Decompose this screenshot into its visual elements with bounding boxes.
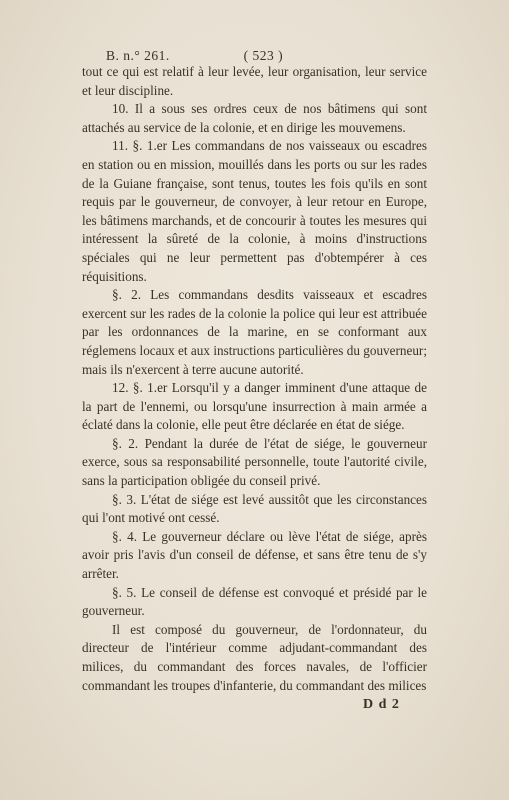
body-text xyxy=(82,63,427,695)
page-header xyxy=(106,48,283,64)
page-number: ( 523 ) xyxy=(243,48,284,63)
article-11-section-1: 11. §. 1.er Les commandans de nos vaisseaux ou escadres en station ou en mission, mouillés dans les ports ou sur les rades de la Guiane française, sont tenus, toutes les fois qu'ils en sont requis par le gouverneur, de convoyer, à leur retour en Europe, les bâtimens marchands, et de concourir à toutes les mesures qui intéressent la sûreté de la colonie, à moins d'instructions spéciales qui ne leur permettent pas d'obtempérer à ces réquisitions. xyxy=(82,138,427,284)
article-11-section-2: §. 2. Les commandans desdits vaisseaux et escadres exercent sur les rades de la colonie la police qui leur est attribuée par les ordonnances de la marine, en se conformant aux réglemens locaux et aux instructions particulières du gouverneur; mais ils n'exercent à terre aucune autorité. xyxy=(82,287,427,377)
signature-mark: D d 2 xyxy=(363,697,400,712)
article-12-section-5: §. 5. Le conseil de défense est convoqué et présidé par le gouverneur. xyxy=(82,584,427,619)
article-12-section-1: 12. §. 1.er Lorsqu'il y a danger imminent d'une attaque de la part de l'ennemi, ou lorsqu'une insurrection à main armée a éclaté dans la colonie, elle peut être déclarée en état de siége. xyxy=(82,380,427,433)
article-12-section-4: §. 4. Le gouverneur déclare ou lève l'état de siége, après avoir pris l'avis d'un conseil de défense, et sans être tenu de s'y arrêter. xyxy=(82,528,427,582)
article-10: 10. Il a sous ses ordres ceux de nos bâtimens qui sont attachés au service de la colonie, et en dirige les mouvemens. xyxy=(82,101,427,135)
bulletin-number: B. n.° 261. xyxy=(106,48,170,63)
council-composition: Il est composé du gouverneur, de l'ordonnateur, du directeur de l'intérieur comme adjudant-commandant des milices, du commandant des forces navales, de l'officier commandant les troupes d'infanterie, du commandant des milices xyxy=(82,621,427,693)
paragraph-continuation: tout ce qui est relatif à leur levée, leur organisation, leur service et leur discipline. xyxy=(82,64,427,98)
article-12-section-2: §. 2. Pendant la durée de l'état de siége, le gouverneur exerce, sous sa responsabilité personnelle, toute l'autorité civile, sans la participation obligée du conseil privé. xyxy=(82,435,427,489)
article-12-section-3: §. 3. L'état de siége est levé aussitôt que les circonstances qui l'ont motivé ont cessé. xyxy=(82,491,427,526)
